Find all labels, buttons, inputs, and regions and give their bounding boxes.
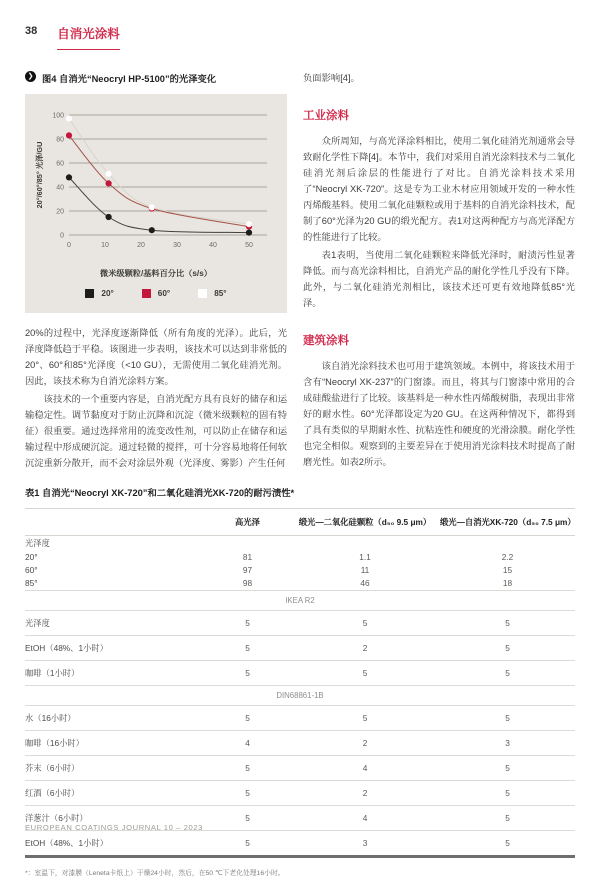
page-header [0,0,600,50]
table-corner-cell [25,515,205,529]
table-row [25,509,575,536]
series-line-85° [69,119,249,225]
x-tick-label: 50 [245,242,253,249]
table-cell: 18 [502,578,513,589]
right-column [303,71,575,472]
table-row [25,730,575,755]
table-cell: 4 [245,737,250,748]
table-row-label: 咖啡（16小时） [25,737,85,748]
table-cell: 5 [362,667,368,678]
table-row-label: 60° [25,565,38,576]
x-tick-label: 20 [137,242,145,249]
table-cell: 3 [362,837,368,848]
table-row [25,705,575,730]
legend-swatch-icon [142,289,151,298]
figure-caption-text: 图4 自消光“Neocryl HP-5100”的光泽变化 [42,74,217,84]
table-column-header: 高光泽 [235,516,260,527]
table-cell: 81 [242,552,253,563]
table-footnote: *：室温下，对漆膜（Leneta卡纸上）干燥24小时，然后，在50 ℃下老化处理16小时。 [25,869,285,877]
page-title: 自消光涂料 [57,24,120,50]
table-row-label: 85° [25,578,38,589]
table-cell: 15 [502,565,513,576]
legend-item [142,289,170,298]
legend-item [85,289,113,298]
table-row-label: 洋葱汁（6小时） [25,812,88,823]
table-cell: 5 [245,667,250,678]
table-row-label: 水（16小时） [25,712,76,723]
figure-arrow-icon: ❯ [25,71,36,82]
legend-label: 85° [214,289,227,298]
figure-caption [25,71,287,85]
table-column-header: 缎光—自消光XK-720（d₅₀ 7.5 μm） [440,516,576,527]
paragraph: 众所周知，与高光泽涂料相比，使用二氧化硅消光剂通常会导致耐化学性下降[4]。本节中，我们对采用自消光涂料技术与二氧化硅消光剂后涂层的性能进行了对比。自消光涂料技术采用了“Neocryl XK-720”。这是专为工业木材应用领域开发的一种水性丙烯酸基料。使用二氧化硅颗粒或用于基料的自消光涂料技术，配制了60°光泽为20 GU的缎光配方。表1对这两种配方与高光泽配方的性能进行了比较。 [303,135,575,242]
table-cell: 46 [360,578,370,589]
legend-swatch-icon [198,289,207,298]
data-point-60° [106,180,112,186]
table-cell: 5 [362,617,368,628]
table-row-label: 芥末（6小时） [25,762,80,773]
table-row [25,660,575,685]
legend-swatch-icon [85,289,94,298]
right-column-sections [303,107,575,471]
article-columns [0,50,600,472]
table-cell: 5 [362,712,368,723]
y-tick-label: 100 [52,112,64,120]
table-cell: 5 [245,837,250,848]
data-point-20° [106,214,112,220]
page-number: 38 [25,25,38,37]
table-cell: 4 [362,762,368,773]
table-row [25,755,575,780]
table-cell [290,542,440,545]
series-line-20° [69,177,249,232]
x-tick-label: 40 [209,242,217,249]
table-cell: 5 [505,617,510,628]
left-column [25,71,287,472]
data-point-85° [149,204,155,210]
table-row-label: EtOH（48%、1小时） [25,837,108,848]
table-cell: 5 [505,667,510,678]
section-heading: 建筑涂料 [303,334,349,347]
lead-text: 负面影响[4]。 [303,73,360,83]
legend-item [198,289,226,298]
table-cell: 11 [360,565,370,576]
y-tick-label: 20 [56,208,64,216]
table-row-label: EtOH（48%、1小时） [25,642,108,653]
series-line-60° [69,135,249,226]
table-row-label: 咖啡（1小时） [25,667,80,678]
legend-label: 20° [101,289,114,298]
gloss-chart-plot [33,107,279,259]
table-cell: 5 [245,812,250,823]
table-caption: 表1 自消光“Neocryl XK-720”和二氧化硅消光XK-720的耐污渍性* [25,487,295,498]
y-tick-label: 40 [56,184,64,192]
lead-text-wrap [303,71,575,87]
left-column-text [25,326,287,472]
table-row [25,830,575,855]
table-cell: 5 [245,762,250,773]
paragraph: 20%的过程中，光泽度逐渐降低（所有角度的光泽）。此后，光泽度降低趋于平稳。该图进一步表明，该技术可以达到非常低的20°、60°和85°光泽度（<10 GU），无需使用二氧化硅消光剂。因此，该技术称为自消光涂料方案。 [25,328,287,386]
y-tick-label: 80 [56,136,64,144]
paragraph: 表1表明，当使用二氧化硅颗粒来降低光泽时，耐渍污性显著降低。而与高光涂料相比，自消光产品的耐化学性几乎没有下降。此外，与二氧化硅消光剂相比，该技术还可更有效地降低85°光泽。 [303,249,575,308]
table-cell: 5 [505,837,510,848]
table-cell: 5 [505,642,510,653]
stain-resistance-table [25,508,575,858]
x-tick-label: 0 [67,242,71,249]
table-row [25,780,575,805]
y-tick-label: 0 [60,232,64,240]
table-row [25,536,575,551]
table-row-label: 光泽度 [25,617,50,628]
table-row [25,551,575,564]
table-cell: 1.1 [359,552,371,563]
table-cell: 98 [242,578,253,589]
y-axis-label: 20°/60°/85° 光泽/GU [35,141,44,209]
section-text [303,134,575,312]
table-row [25,577,575,590]
table-row-label: 光泽度 [25,538,50,549]
gloss-chart [25,94,287,313]
data-point-85° [66,116,72,122]
table-cell: 5 [505,712,510,723]
table-cell: 5 [245,787,250,798]
paragraph: 该自消光涂料技术也可用于建筑领域。本例中，将该技术用于含有“Neocryl XK-237”的门窗漆。而且，将其与门窗漆中常用的合成硅酸盐进行了比较。该基料是一种水性丙烯酸树脂，表现出非常好的耐水性。60°光泽都设定为20 GU。在这两种情况下，都得到了具有类似的早期耐水性、抗粘连性和硬度的光滑涂膜。耐化学性也完全相似。观察到的主要差异在于使用消光涂料技术时提高了耐磨光性。如表2所示。 [303,360,575,467]
legend-label: 60° [157,289,171,298]
table-row [25,610,575,635]
table-cell: 3 [505,737,510,748]
paragraph: 该技术的一个重要内容是，自消光配方具有良好的储存和运输稳定性。调节黏度对于防止沉降和沉淀（微米级颗粒的固有特征）很重要。通过选择常用的流变改性剂，可以防止在储存和运输过程中形成硬沉淀。通过轻微的搅拌，可十分容易地将任何软沉淀重新分散开，而不会对涂层外观（光泽度、雾影）产生任何 [25,393,287,468]
data-point-20° [66,174,72,180]
table-row-label: 20° [25,552,38,563]
table-cell: 5 [505,762,510,773]
table-row-label: 红酒（6小时） [25,787,80,798]
chart-legend [33,289,279,298]
data-point-20° [246,230,252,236]
data-point-85° [246,221,252,227]
table-row [25,635,575,660]
data-point-20° [149,227,155,233]
x-tick-label: 10 [101,242,109,249]
table-cell: 5 [245,712,250,723]
chart-x-axis-label: 微米级颗粒/基料百分比（s/s） [100,269,212,278]
table-cell: 5 [505,787,510,798]
table-cell: 5 [245,617,250,628]
data-point-85° [106,171,112,177]
table-cell: 4 [362,812,368,823]
table-cell: 5 [245,642,250,653]
table-cell: 2 [362,737,368,748]
table-cell [205,542,290,545]
table-row [25,564,575,577]
table-cell: 2 [362,642,368,653]
data-point-60° [66,132,72,138]
table-section-header: DIN68861-1B [25,685,575,705]
table-section-header: IKEA R2 [25,590,575,610]
x-tick-label: 30 [173,242,181,249]
table-column-header: 缎光—二氧化硅颗粒（d₅₀ 9.5 μm） [298,516,432,527]
table-cell: 2 [362,787,368,798]
table-cell [440,542,575,545]
y-tick-label: 60 [56,160,64,168]
section-heading: 工业涂料 [303,109,349,122]
table-cell: 97 [242,565,253,576]
section-text [303,359,575,471]
table-cell: 2.2 [501,552,514,563]
table-cell: 5 [505,812,510,823]
journal-footer: EUROPEAN COATINGS JOURNAL 10 – 2023 [25,823,203,832]
